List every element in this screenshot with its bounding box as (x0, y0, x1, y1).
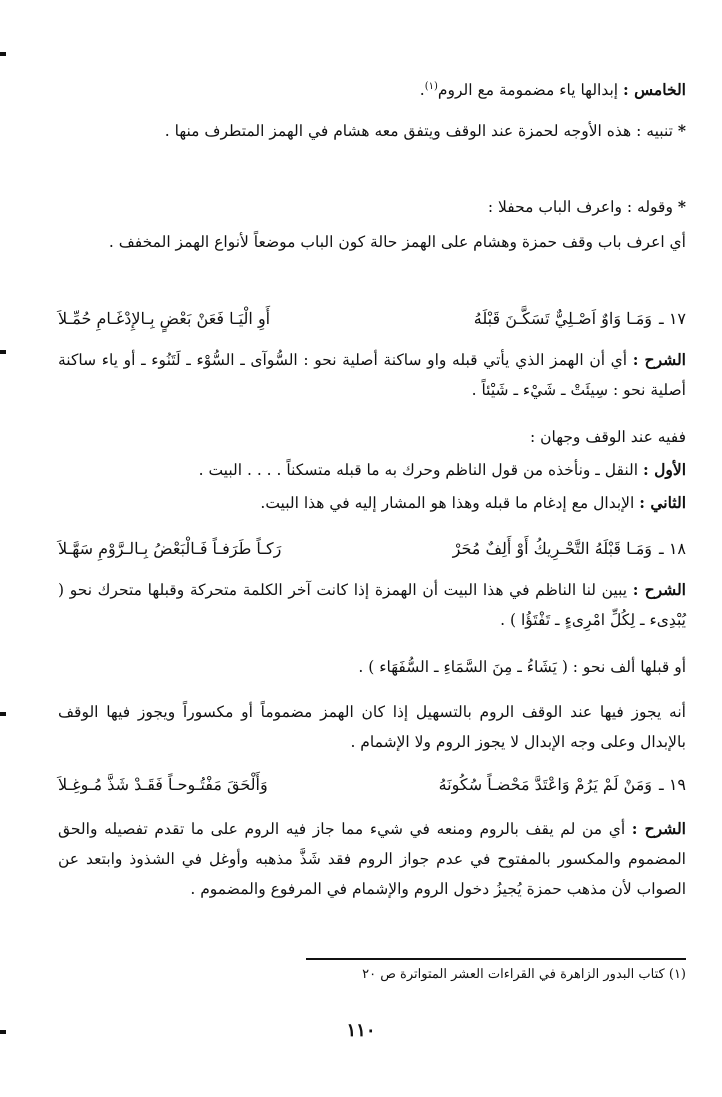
label-sharh: الشرح : (632, 580, 686, 599)
verse-first-hemistich: وَمَـا قَبْلَهُ التَّحْـرِيكُ أَوْ أَلِفٌ مُحَرْ (452, 539, 652, 558)
paragraph-rawm (58, 697, 686, 757)
footnote: (١) كتاب البدور الزاهرة في القراءات العشر المتواترة ص ٢٠ (362, 967, 686, 982)
paragraph-sharh-2 (58, 575, 686, 635)
paragraph-explain (58, 227, 686, 257)
text-sharh-1: أي أن الهمز الذي يأتي قبله واو ساكنة أصلية نحو : السُّوآى ـ السُّوْء ـ لَتَنُوء ـ أو ياء ساكنة أصلية نحو : سِيئَتْ ـ شَيْء ـ شَيْئاً . (58, 351, 686, 399)
label-sharh: الشرح : (631, 819, 686, 838)
margin-mark (0, 712, 6, 716)
text-alif: أو قبلها ألف نحو : ( يَشَاءُ ـ مِنَ السَّمَاءِ ـ السُّفَهَاء ) . (358, 658, 686, 676)
paragraph-note (58, 116, 686, 146)
paragraph-waqf-intro (58, 422, 686, 452)
verse-first-hemistich: وَمَـا وَاوٌ اَصْـلِيٌّ تَسَكَّـنَ قَبْلَهُ (473, 309, 652, 328)
text-saying: وقوله : واعرف الباب محفلا : (487, 198, 678, 216)
verse-19 (58, 770, 686, 800)
paragraph-fifth (58, 72, 686, 105)
paragraph-sharh-1 (58, 345, 686, 405)
label-second: الثاني : (639, 493, 686, 512)
text-first: النقل ـ ونأخذه من قول الناظم وحرك به ما قبله متسكناً . . . . البيت . (198, 461, 643, 479)
verse-second-hemistich: وَأَلْحَقَ مَفْتُـوحـاً فَقَـدْ شَذَّ مُـوغِـلاَ (58, 775, 268, 794)
text-explain: أي اعرف باب وقف حمزة وهشام على الهمز حالة كون الباب موضعاً لأنواع الهمز المخفف . (108, 233, 686, 251)
text-note: تنبيه : هذه الأوجه لحمزة عند الوقف ويتفق معه هشام في الهمز المتطرف منها . (164, 122, 678, 140)
text-second: الإبدال مع إدغام ما قبله وهذا هو المشار إليه في هذا البيت. (260, 494, 640, 512)
verse-17 (58, 304, 686, 334)
paragraph-second (58, 488, 686, 518)
text-rawm: أنه يجوز فيها عند الوقف الروم بالتسهيل إذا كان الهمز مضموماً أو مكسوراً ويجوز فيها الوقف بالإبدال وعلى وجه الإبدال لا يجوز الروم ولا الإشمام . (58, 703, 686, 751)
paragraph-saying (58, 192, 686, 222)
text-sharh-2: يبين لنا الناظم في هذا البيت أن الهمزة إذا كانت آخر الكلمة متحركة وقبلها متحرك نحو ( يُبْدِىء ـ لِكُلِّ امْرِىءٍ ـ تَفْتَؤُا ) . (58, 581, 686, 629)
text-waqf-intro: ففيه عند الوقف وجهان : (529, 428, 686, 446)
footnote-rule (306, 958, 686, 960)
verse-number: ١٧ ـ (659, 309, 686, 328)
verse-second-hemistich: رَكـاً طَرَفـاً فَـالْبَعْضُ بِـالـرَّوْمِ سَهَّـلاَ (58, 539, 282, 558)
verse-18 (58, 534, 686, 564)
text-fifth-end: . (419, 81, 425, 100)
label-first: الأول : (642, 460, 686, 479)
footnote-ref: (١) (424, 81, 438, 92)
verse-second-hemistich: أَوِ الْيَـا فَعَنْ بَعْضٍ بِـالإِدْغَـامِ حُمِّـلاَ (58, 309, 271, 328)
label-fifth: الخامس : (623, 80, 686, 100)
text-fifth: إبدالها ياء مضمومة مع الروم (437, 81, 624, 100)
verse-number: ١٩ ـ (659, 775, 686, 794)
text-sharh-3: أي من لم يقف بالروم ومنعه في شيء مما جاز فيه الروم على ما تقدم تفصيله والحق المضموم والمكسور بالمفتوح في عدم جواز الروم فقد شَذَّ مذهبه وأوغل في الشذوذ وابتعد عن الصواب لأن مذهب حمزة يُجيزُ دخول الروم والإشمام في المرفوع والمضموم . (58, 820, 686, 898)
verse-number: ١٨ ـ (659, 539, 686, 558)
paragraph-first (58, 455, 686, 485)
paragraph-sharh-3 (58, 814, 686, 904)
paragraph-alif (58, 652, 686, 682)
label-sharh: الشرح : (632, 350, 686, 369)
margin-mark (0, 350, 6, 354)
verse-first-hemistich: وَمَنْ لَمْ يَرُمْ وَاعْتَدَّ مَحْضـاً سُكُونَهُ (438, 775, 652, 794)
star-bullet: * (677, 197, 686, 216)
star-bullet: * (677, 121, 686, 140)
margin-mark (0, 52, 6, 56)
page-number: ١١٠ (346, 1020, 376, 1041)
